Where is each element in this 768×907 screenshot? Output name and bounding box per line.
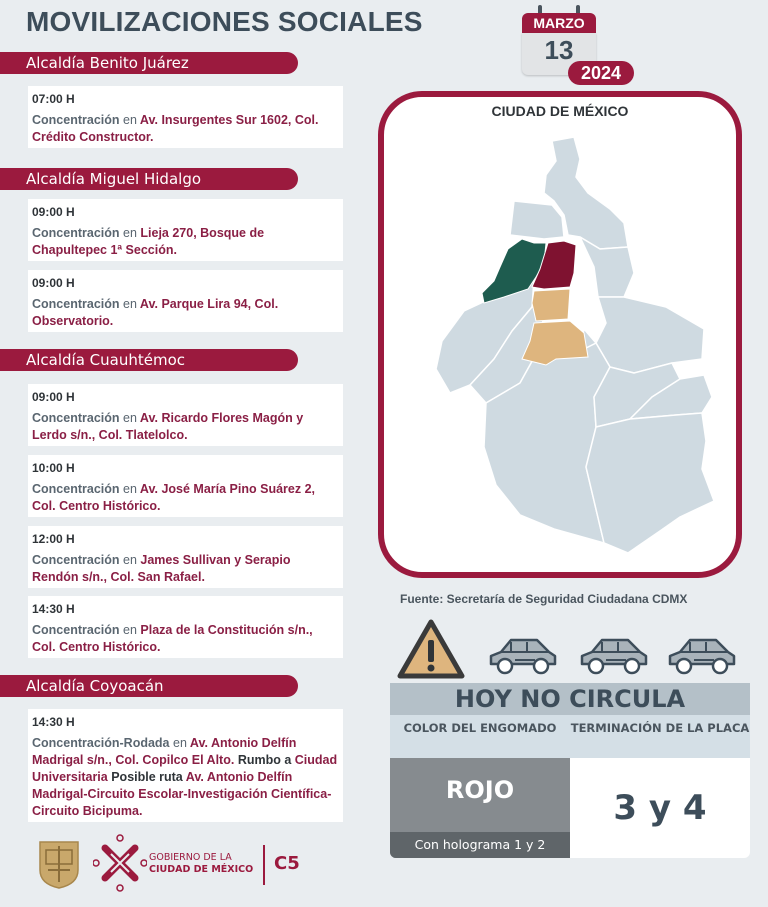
event-location: Lieja 270, Bosque de Chapultepec 1ª Sección. — [32, 226, 265, 257]
event-card — [28, 384, 343, 446]
event-location: Av. Ricardo Flores Magón y Lerdo s/n., Col. Tlatelolco. — [32, 411, 304, 442]
event-kind: Concentración — [32, 297, 120, 311]
section-cuauhtemoc: Alcaldía Cuauhtémoc — [0, 349, 298, 371]
event-location: James Sullivan y Serapio Rendón s/n., Col. San Rafael. — [32, 553, 291, 584]
page-title: MOVILIZACIONES SOCIALES — [26, 6, 423, 37]
event-kind: Concentración — [32, 113, 120, 127]
event-description — [32, 225, 339, 259]
event-time: 09:00 H — [32, 205, 75, 219]
event-route: Av. Antonio Delfín Madrigal-Circuito Escolar-Investigación Científica-Circuito Bicipuma. — [32, 770, 332, 818]
car-icon — [578, 636, 650, 676]
event-card — [28, 270, 343, 332]
event-card — [28, 86, 343, 148]
c5-logo: C5 — [274, 853, 300, 874]
cdmx-shield-icon — [38, 840, 80, 890]
section-coyoacan: Alcaldía Coyoacán — [0, 675, 298, 697]
event-connector: en — [123, 482, 137, 496]
event-kind: Concentración — [32, 553, 120, 567]
gobierno-cdmx-logo-icon — [93, 834, 147, 892]
car-icon — [666, 636, 738, 676]
car-icon — [487, 636, 559, 676]
event-connector: en — [123, 297, 137, 311]
event-kind: Concentración — [32, 623, 120, 637]
event-description — [32, 410, 339, 444]
header-plate: TERMINACIÓN DE LA PLACA — [570, 721, 750, 735]
event-connector: en — [173, 736, 187, 750]
event-kind: Concentración — [32, 482, 120, 496]
warning-triangle-icon — [396, 618, 466, 682]
event-time: 14:30 H — [32, 602, 75, 616]
event-card — [28, 199, 343, 261]
section-miguel-hidalgo: Alcaldía Miguel Hidalgo — [0, 168, 298, 190]
event-connector: en — [123, 623, 137, 637]
event-connector: en — [123, 113, 137, 127]
hoy-no-circula-headers — [390, 715, 750, 758]
header-color: COLOR DEL ENGOMADO — [403, 721, 557, 735]
gov-line-2: CIUDAD DE MÉXICO — [149, 864, 254, 875]
event-location: Plaza de la Constitución s/n., Col. Centro Histórico. — [32, 623, 313, 654]
event-kind: Concentración — [32, 226, 120, 240]
plate-ending-value: 3 y 4 — [570, 758, 750, 858]
event-location: Av. José María Pino Suárez 2, Col. Centro Histórico. — [32, 482, 315, 513]
map-title: CIUDAD DE MÉXICO — [491, 103, 629, 119]
event-location: Av. Insurgentes Sur 1602, Col. Crédito Constructor. — [32, 113, 319, 144]
calendar-month: MARZO — [522, 13, 596, 33]
event-time: 14:30 H — [32, 715, 75, 729]
event-kind: Concentración-Rodada — [32, 736, 170, 750]
map-panel — [378, 91, 742, 578]
event-kind: Concentración — [32, 411, 120, 425]
logo-divider — [263, 845, 265, 885]
event-time: 12:00 H — [32, 532, 75, 546]
event-direction-label: Rumbo a — [237, 753, 292, 767]
source-text: Fuente: Secretaría de Seguridad Ciudadana CDMX — [400, 592, 688, 606]
event-connector: en — [123, 411, 137, 425]
hoy-no-circula-panel — [390, 683, 750, 858]
hoy-no-circula-title: HOY NO CIRCULA — [390, 683, 750, 715]
event-card — [28, 709, 343, 822]
gobierno-cdmx-text — [149, 852, 253, 876]
event-description — [32, 112, 339, 146]
event-location: Av. Parque Lira 94, Col. Observatorio. — [32, 297, 279, 328]
event-description — [32, 296, 339, 330]
calendar-year: 2024 — [568, 61, 634, 85]
event-route-label: Posible ruta — [111, 770, 183, 784]
event-location: Av. Antonio Delfín Madrigal s/n., Col. Copilco El Alto. — [32, 736, 297, 767]
sticker-color-value: ROJO — [445, 776, 515, 804]
calendar-day: 13 — [522, 33, 596, 75]
event-connector: en — [123, 226, 137, 240]
event-description — [32, 552, 339, 586]
hologram-note: Con holograma 1 y 2 — [390, 832, 570, 858]
event-time: 10:00 H — [32, 461, 75, 475]
event-card — [28, 455, 343, 517]
event-time: 07:00 H — [32, 92, 75, 106]
sticker-color-cell — [390, 758, 570, 858]
event-time: 09:00 H — [32, 390, 75, 404]
event-card — [28, 596, 343, 658]
event-connector: en — [123, 553, 137, 567]
hoy-no-circula-values — [390, 758, 750, 858]
section-benito-juarez: Alcaldía Benito Juárez — [0, 52, 298, 74]
event-time: 09:00 H — [32, 276, 75, 290]
cdmx-map — [384, 97, 736, 572]
event-destination: Ciudad Universitaria — [32, 753, 338, 784]
event-description — [32, 622, 339, 656]
gov-line-1: GOBIERNO DE LA — [149, 852, 232, 863]
event-card — [28, 526, 343, 588]
event-description — [32, 481, 339, 515]
event-description — [32, 735, 339, 820]
